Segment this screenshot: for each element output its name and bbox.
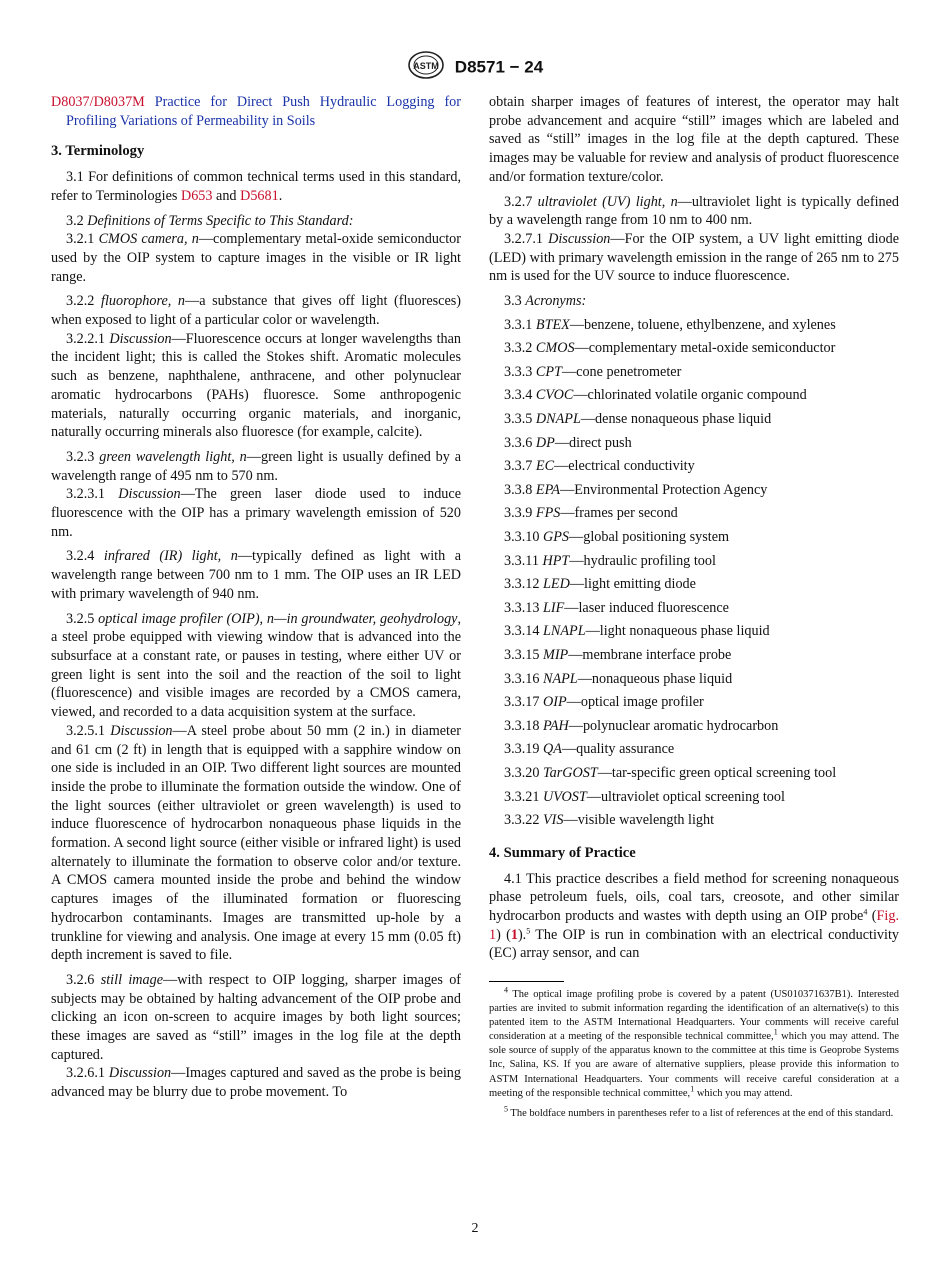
acronym-item: 3.3.13 LIF—laser induced fluorescence: [504, 599, 729, 616]
section-4-heading: 4. Summary of Practice: [489, 844, 636, 861]
reference-code-link[interactable]: D8037/D8037M: [51, 94, 145, 110]
acronym-item: 3.3.14 LNAPL—light nonaqueous phase liquid: [504, 623, 770, 640]
footnote-ref-5[interactable]: 5: [526, 925, 531, 935]
para-3-2-7: 3.2.7 ultraviolet (UV) light, n—ultraviolet light is typically defined by a wavelength range from 10 nm to 400 nm.: [489, 193, 899, 229]
acronym-list: [489, 316, 899, 830]
section-3-heading: 3. Terminology: [51, 143, 145, 160]
footnote-4: $^4$ The optical image profiling probe is covered by a patent (US010371637B1). Interested parties are invited to submit information regarding the identification of an alternative(s) to this patented item to the ASTM International Headquarters. Your comments will receive careful consideration at a meeting of the responsible technical committee,$^1$ which you may attend. The sole source of supply of the apparatus known to the committee at this time is Geoprobe Systems Inc, Salina, KS. If you are aware of alternative suppliers, please provide this information to ASTM International Headquarters. Your comments will receive careful consideration at a meeting of the responsible technical committee,$^1$ which you may attend.: [489, 985, 899, 1099]
link-d5681[interactable]: D5681: [240, 187, 279, 204]
acronym-item: 3.3.21 UVOST—ultraviolet optical screening tool: [504, 788, 785, 805]
astm-logo-icon: [407, 50, 445, 85]
acronym-item: 3.3.19 QA—quality assurance: [504, 741, 675, 758]
acronym-item: 3.3.2 CMOS—complementary metal-oxide semiconductor: [504, 340, 836, 357]
para-3-2: 3.2 Definitions of Terms Specific to This Standard:: [66, 212, 354, 229]
para-3-2-6-1: 3.2.6.1 Discussion—Images captured and saved as the probe is being advanced may be blurry due to probe movement. To: [51, 1065, 461, 1101]
acronym-item: 3.3.17 OIP—optical image profiler: [504, 694, 704, 711]
acronym-item: 3.3.7 EC—electrical conductivity: [504, 458, 695, 475]
acronym-item: 3.3.22 VIS—visible wavelength light: [504, 812, 715, 829]
acronym-item: 3.3.10 GPS—global positioning system: [504, 528, 730, 545]
acronym-item: 3.3.16 NAPL—nonaqueous phase liquid: [504, 670, 733, 687]
acronym-item: 3.3.6 DP—direct push: [504, 434, 632, 451]
para-3-2-5-1: 3.2.5.1 Discussion—A steel probe about 50 mm (2 in.) in diameter and 61 cm (2 ft) in length that is equipped with a sapphire window on one side is included in an OIP. Two different light sources are mounted inside the probe to illuminate the formation outside the window. One of the light sources (either ultraviolet or green wavelength) is used to induce fluorescence of hydrocarbon nonaqueous phase liquids in the formation. A second light source (either visible or infrared light) is used alternately to illuminate the formation to observe color and/or texture. A CMOS camera mounted inside the probe and behind the window captures images of the illuminated formation or fluorescing hydrocarbon contaminants. Images are transmitted up-hole by a trunkline for viewing and analysis. One image at every 15 mm (0.05 ft) depth increment is saved to file.: [51, 722, 461, 964]
right-column: [489, 93, 899, 1127]
link-d653[interactable]: D653: [180, 187, 213, 204]
left-column: [51, 93, 461, 1102]
para-3-2-2-1: 3.2.2.1 Discussion—Fluorescence occurs at longer wavelengths than the incident light; this is called the Stokes shift. Aromatic molecules such as benzene, naphthalene, anthracene, and other polynuclear aromatic hydrocarbons (PAHs) fluoresce. Some anthropogenic materials, naturally occurring organic materials, and inorganic, naturally occurring minerals also fluoresce (for example, calcite).: [51, 330, 462, 441]
para-4-1: 4.1 This practice describes a field method for screening nonaqueous phase petroleum fuels, oils, coal tars, creosote, and other similar hydrocarbon products and wastes with depth using an OIP probe$^4$ (Fig. 1) (1).$^5$ The OIP is run in combination with an electrical conductivity (EC) array sensor, and can: [489, 870, 899, 962]
acronym-item: 3.3.20 TarGOST—tar-specific green optical screening tool: [504, 764, 837, 781]
para-3-2-7-1: 3.2.7.1 Discussion—For the OIP system, a UV light emitting diode (LED) with primary wavelength emission in the range of 265 nm to 275 nm is used for the UV source to induce fluorescence.: [489, 230, 899, 285]
svg-text:ASTM: ASTM: [413, 61, 439, 71]
acronym-item: 3.3.1 BTEX—benzene, toluene, ethylbenzene, and xylenes: [504, 316, 836, 333]
para-3-2-1: 3.2.1 CMOS camera, n—complementary metal-oxide semiconductor used by the OIP system to capture images in the visible or IR light range.: [51, 231, 461, 285]
footnote-5: $^5$ The boldface numbers in parentheses refer to a list of references at the end of this standard.: [504, 1104, 894, 1119]
acronym-item: 3.3.15 MIP—membrane interface probe: [504, 646, 732, 663]
acronym-item: 3.3.4 CVOC—chlorinated volatile organic compound: [504, 387, 807, 404]
footnote-ref-4[interactable]: 4: [863, 907, 868, 917]
reference-d8037: [51, 93, 461, 130]
para-3-2-6: 3.2.6 still image—with respect to OIP logging, sharper images of subjects may be obtained by halting advancement of the OIP probe and clicking an icon on-screen to acquire images by both light sources; these images are saved as “still” images in the log file at the depth captured.: [51, 971, 462, 1063]
footnote-divider: [489, 981, 564, 982]
page-header: [0, 50, 950, 85]
para-3-1: 3.1 For definitions of common technical terms used in this standard, refer to Terminologies D653 and D5681.: [51, 169, 461, 204]
acronym-item: 3.3.9 FPS—frames per second: [504, 505, 678, 522]
acronym-item: 3.3.3 CPT—cone penetrometer: [504, 363, 682, 380]
para-3-3: 3.3 Acronyms:: [504, 293, 587, 310]
page-number: 2: [471, 1221, 479, 1236]
para-3-2-2: 3.2.2 fluorophore, n—a substance that gives off light (fluoresces) when exposed to light of a particular color or wavelength.: [51, 293, 461, 329]
document-designation: D8571 − 24: [454, 57, 544, 77]
acronym-item: 3.3.18 PAH—polynuclear aromatic hydrocarbon: [504, 717, 779, 734]
reference-1-link[interactable]: 1: [510, 926, 518, 943]
para-3-2-6-1-continued: obtain sharper images of features of interest, the operator may halt probe advancement and acquire “still” images which are labeled and saved as “still” images in the log file at the depth captured. These images may be valuable for review and analysis of product fluorescence and/or formation texture/color.: [489, 94, 899, 185]
para-3-2-4: 3.2.4 infrared (IR) light, n—typically defined as light with a wavelength range between 700 nm to 1 mm. The OIP uses an IR LED with primary wavelength of 940 nm.: [51, 548, 461, 602]
para-3-2-3-1: 3.2.3.1 Discussion—The green laser diode used to induce fluorescence with the OIP has a primary wavelength emission of 520 nm.: [51, 486, 462, 540]
figure-1-link[interactable]: Fig. 1: [489, 907, 899, 943]
para-3-2-3: 3.2.3 green wavelength light, n—green light is usually defined by a wavelength range of 495 nm to 570 nm.: [51, 448, 461, 484]
acronym-item: 3.3.5 DNAPL—dense nonaqueous phase liquid: [504, 411, 772, 427]
acronym-item: 3.3.12 LED—light emitting diode: [504, 576, 696, 593]
reference-title-link[interactable]: Practice for Direct Push Hydraulic Logging for Profiling Variations of Permeability in Soils: [66, 94, 461, 129]
acronym-item: 3.3.11 HPT—hydraulic profiling tool: [504, 552, 716, 569]
para-3-2-5: 3.2.5 optical image profiler (OIP), n—in groundwater, geohydrology, a steel probe equipped with viewing window that is advanced into the subsurface at a constant rate, or pauses in testing, where either UV or green light is sent into the soil and the reaction of the soil to light (fluorescence) and visible images are recorded by a CMOS camera, viewed, and recorded to a data acquisition system at the surface.: [51, 610, 462, 721]
acronym-item: 3.3.8 EPA—Environmental Protection Agency: [504, 481, 768, 498]
